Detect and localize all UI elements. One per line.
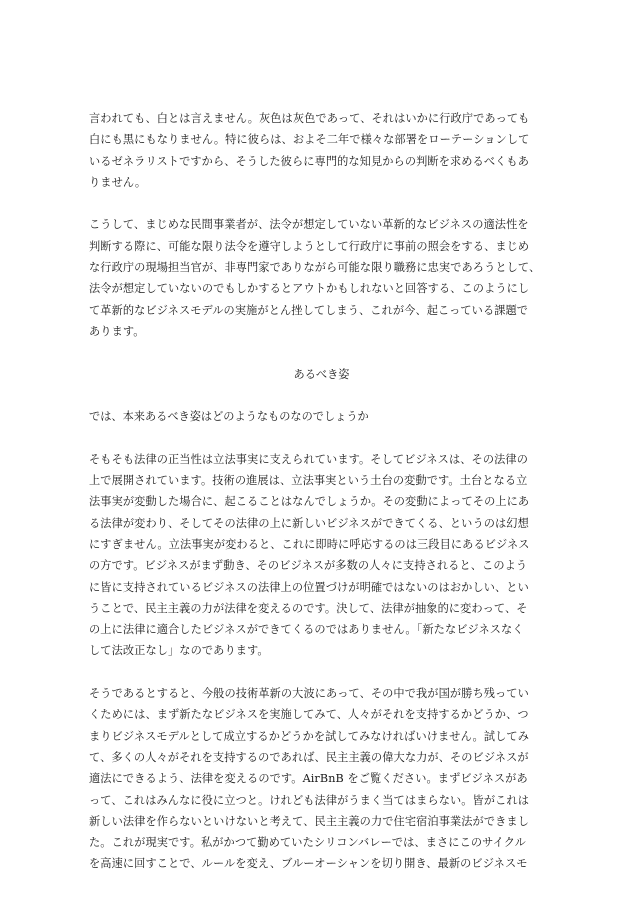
text-line: うことで、民主主義の力が法律を変えるのです。決して、法律が抽象的に変わって、そ — [89, 601, 528, 615]
text-line: して法改正なし」なのであります。 — [89, 644, 269, 658]
text-line: そうであるとすると、今般の技術革新の大波にあって、その中で我が国が勝ち残ってい — [89, 687, 529, 701]
text-line: 法令が想定していないのでもしかするとアウトかもしれないと回答する、このようにし — [89, 282, 530, 296]
text-line: て、多くの人々がそれを支持するのであれば、民主主義の偉大な力が、そのビジネスが — [89, 750, 529, 764]
text-line: る法律が変わり、そしてその法律の上に新しいビジネスができてくる、というのは幻想 — [89, 516, 529, 530]
text-line: くためには、まず新たなビジネスを実施してみて、人々がそれを支持するかどうか、つ — [89, 708, 529, 722]
text-line: 言われても、白とは言えません。灰色は灰色であって、それはいかに行政庁であっても — [89, 112, 530, 125]
text-line: あります。 — [89, 324, 145, 338]
text-line: た。これが現実です。私がかつて勤めていたシリコンバレーでは、まさにこのサイクル — [89, 836, 526, 850]
text-line: 法事実が変動した場合に、起こることはなんでしょうか。その変動によってその上にあ — [89, 495, 530, 509]
text-line: 適法にできるよう、法律を変えるのです。AirBnB をご覧ください。まずビジネスがあ — [89, 772, 528, 786]
text-line: って、これはみんなに役に立つと。けれども法律がうまく当てはまらない。皆がこれは — [89, 793, 529, 807]
text-line: にすぎません。立法事実が変わると、これに即時に呼応するのは三段目にあるビジネス — [89, 537, 530, 551]
paragraph-4 — [89, 449, 554, 662]
text-line: そもそも法律の正当性は立法事実に支えられています。そしてビジネスは、その法律の — [89, 452, 528, 466]
text-line: 判断する際に、可能な限り法令を遵守しようとして行政庁に事前の照会をする、まじめ — [89, 239, 530, 253]
text-line: 上で展開されています。技術の進展は、立法事実という土台の変動です。土台となる立 — [89, 474, 528, 488]
text-line: の上に法律に適合したビジネスができてくるのではありません。「新たなビジネスなく — [89, 623, 524, 637]
section-heading: あるべき姿 — [293, 367, 350, 381]
text-line: りません。 — [89, 175, 147, 189]
text-line: いるゼネラリストですから、そうした彼らに専門的な知見からの判断を求めるべくもあ — [89, 154, 529, 168]
paragraph-3: では、本来あるべき姿はどのようなものなのでしょうか — [89, 410, 369, 424]
document-body — [89, 108, 554, 875]
text-line: まりビジネスモデルとして成立するかどうかを試してみなければいけません。試してみ — [89, 729, 529, 743]
paragraph-2 — [89, 214, 554, 342]
text-line: 白にも黒にもなりません。特に彼らは、およそ二年で様々な部署をローテーションして — [89, 133, 530, 147]
paragraph-1 — [89, 108, 554, 193]
text-line: 新しい法律を作らないといけないと考えて、民主主義の力で住宅宿泊事業法ができまし — [89, 814, 529, 828]
text-line: て革新的なビジネスモデルの実施がとん挫してしまう、これが今、起こっている課題で — [89, 303, 529, 317]
text-line: の方です。ビジネスがまず動き、そのビジネスが多数の人々に支持されると、このよう — [89, 559, 528, 573]
text-line: を高速に回すことで、ルールを変え、ブルーオーシャンを切り開き、最新のビジネスモ — [89, 857, 528, 871]
text-line: に皆に支持されているビジネスの法律上の位置づけが明確ではないのはおかしい、とい — [89, 580, 529, 594]
paragraph-gap — [89, 427, 554, 448]
paragraph-5 — [89, 683, 554, 875]
text-line: な行政庁の現場担当官が、非専門家でありながら可能な限り職務に忠実であろうとして、 — [89, 261, 541, 275]
paragraph-gap — [89, 193, 554, 214]
text-line: こうして、まじめな民間事業者が、法令が想定していない革新的なビジネスの適法性を — [89, 218, 529, 232]
paragraph-gap — [89, 385, 554, 406]
paragraph-gap — [89, 342, 554, 363]
paragraph-gap — [89, 662, 554, 683]
